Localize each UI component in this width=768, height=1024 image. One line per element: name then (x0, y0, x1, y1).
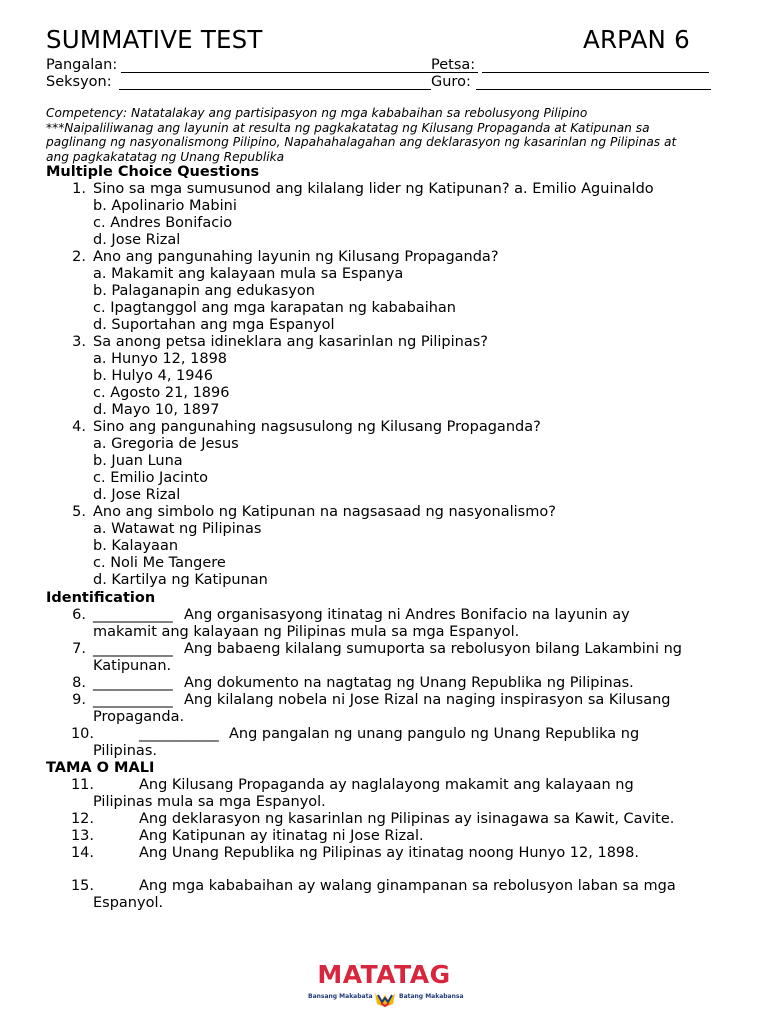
choice-option[interactable]: b. Juan Luna (93, 453, 183, 469)
choice-option[interactable]: a. Makamit ang kalayaan mula sa Espanya (93, 266, 404, 282)
question-number: 2. (72, 249, 86, 265)
seksyon-label: Seksyon: (46, 74, 112, 90)
identification-heading: Identification (46, 590, 156, 606)
mcq-heading: Multiple Choice Questions (46, 164, 260, 180)
question-number: 15. (70, 878, 94, 894)
petsa-label: Petsa: (431, 57, 476, 73)
question-number: 11. (70, 777, 94, 793)
question-text: Sino sa mga sumusunod ang kilalang lider ng Katipunan? a. Emilio Aguinaldo (93, 181, 654, 197)
question-number: 12. (70, 811, 94, 827)
choice-option[interactable]: b. Apolinario Mabini (93, 198, 237, 214)
matatag-logo (306, 960, 466, 1010)
pangalan-label: Pangalan: (46, 57, 118, 73)
choice-option[interactable]: b. Palaganapin ang edukasyon (93, 283, 315, 299)
answer-blank[interactable]: ___________ (139, 726, 219, 742)
seksyon-blank[interactable] (119, 76, 431, 90)
answer-blank[interactable]: ___________ (93, 692, 173, 708)
competency-line: ang pagkakatatag ng Unang Republika (46, 149, 285, 164)
question-text: Ang Unang Republika ng Pilipinas ay itinatag noong Hunyo 12, 1898. (139, 845, 639, 861)
question-text-cont: makamit ang kalayaan ng Pilipinas mula sa mga Espanyol. (93, 624, 520, 640)
question-text: Ang pangalan ng unang pangulo ng Unang Republika ng (229, 726, 640, 742)
choice-option[interactable]: d. Kartilya ng Katipunan (93, 572, 268, 588)
question-text-cont: Pilipinas mula sa mga Espanyol. (93, 794, 326, 810)
choice-option[interactable]: b. Kalayaan (93, 538, 179, 554)
choice-option[interactable]: a. Gregoria de Jesus (93, 436, 239, 452)
question-number: 7. (72, 641, 86, 657)
choice-option[interactable]: c. Agosto 21, 1896 (93, 385, 230, 401)
question-number: 1. (72, 181, 86, 197)
answer-blank[interactable]: ___________ (93, 607, 173, 623)
choice-option[interactable]: a. Watawat ng Pilipinas (93, 521, 262, 537)
question-text: Sino ang pangunahing nagsusulong ng Kilusang Propaganda? (93, 419, 541, 435)
logo-emblem-icon (372, 989, 398, 1007)
logo-tagline-left: Bansang Makabata (308, 993, 373, 1000)
choice-option[interactable]: a. Hunyo 12, 1898 (93, 351, 228, 367)
question-number: 4. (72, 419, 86, 435)
competency-line: paglinang ng nasyonalismong Pilipino, Napahahalagahan ang deklarasyon ng kasarinlan ng Pilipinas at (46, 135, 677, 150)
question-text: Sa anong petsa idineklara ang kasarinlan ng Pilipinas? (93, 334, 488, 350)
question-text-cont: Espanyol. (93, 895, 164, 911)
tama-o-mali-heading: TAMA O MALI (46, 760, 155, 776)
question-text-cont: Propaganda. (93, 709, 185, 725)
choice-option[interactable]: c. Noli Me Tangere (93, 555, 226, 571)
petsa-blank[interactable] (482, 59, 709, 73)
question-number: 5. (72, 504, 86, 520)
question-text: Ang organisasyong itinatag ni Andres Bonifacio na layunin ay (184, 607, 630, 623)
competency-text (46, 106, 726, 164)
question-text-cont: Pilipinas. (93, 743, 157, 759)
answer-blank[interactable]: ___________ (93, 641, 173, 657)
choice-option[interactable]: d. Jose Rizal (93, 487, 181, 503)
question-text: Ang Kilusang Propaganda ay naglalayong makamit ang kalayaan ng (139, 777, 634, 793)
competency-line: Competency: Natatalakay ang partisipasyon ng mga kababaihan sa rebolusyong Pilipino (46, 106, 588, 120)
logo-tagline-right: Batang Makabansa (399, 993, 464, 1000)
question-text: Ang Katipunan ay itinatag ni Jose Rizal. (139, 828, 424, 844)
pangalan-blank[interactable] (121, 59, 478, 73)
choice-option[interactable]: c. Ipagtanggol ang mga karapatan ng kababaihan (93, 300, 456, 316)
question-text: Ang kilalang nobela ni Jose Rizal na naging inspirasyon sa Kilusang (184, 692, 671, 708)
question-text: Ang mga kababaihan ay walang ginampanan sa rebolusyon laban sa mga (139, 878, 676, 894)
question-number: 8. (72, 675, 86, 691)
choice-option[interactable]: d. Jose Rizal (93, 232, 181, 248)
question-text: Ano ang pangunahing layunin ng Kilusang Propaganda? (93, 249, 499, 265)
logo-wordmark: MATATAG (317, 960, 451, 989)
question-number: 9. (72, 692, 86, 708)
competency-line: ***Naipaliliwanag ang layunin at resulta ng pagkakatatag ng Kilusang Propaganda at Katipunan sa (46, 120, 650, 135)
question-text: Ano ang simbolo ng Katipunan na nagsasaad ng nasyonalismo? (93, 504, 556, 520)
test-title: SUMMATIVE TEST (46, 25, 263, 54)
choice-option[interactable]: c. Andres Bonifacio (93, 215, 233, 231)
choice-option[interactable]: b. Hulyo 4, 1946 (93, 368, 213, 384)
question-number: 6. (72, 607, 86, 623)
answer-blank[interactable]: ___________ (93, 675, 173, 691)
question-text: Ang babaeng kilalang sumuporta sa rebolusyon bilang Lakambini ng (184, 641, 682, 657)
question-number: 14. (70, 845, 94, 861)
choice-option[interactable]: d. Suportahan ang mga Espanyol (93, 317, 335, 333)
question-number: 10. (70, 726, 94, 742)
question-number: 3. (72, 334, 86, 350)
choice-option[interactable]: d. Mayo 10, 1897 (93, 402, 220, 418)
question-text-cont: Katipunan. (93, 658, 172, 674)
question-text: Ang dokumento na nagtatag ng Unang Republika ng Pilipinas. (184, 675, 634, 691)
guro-label: Guro: (431, 74, 471, 90)
question-number: 13. (70, 828, 94, 844)
question-text: Ang deklarasyon ng kasarinlan ng Pilipinas ay isinagawa sa Kawit, Cavite. (139, 811, 675, 827)
choice-option[interactable]: c. Emilio Jacinto (93, 470, 208, 486)
subject-title: ARPAN 6 (583, 25, 690, 54)
guro-blank[interactable] (476, 76, 711, 90)
